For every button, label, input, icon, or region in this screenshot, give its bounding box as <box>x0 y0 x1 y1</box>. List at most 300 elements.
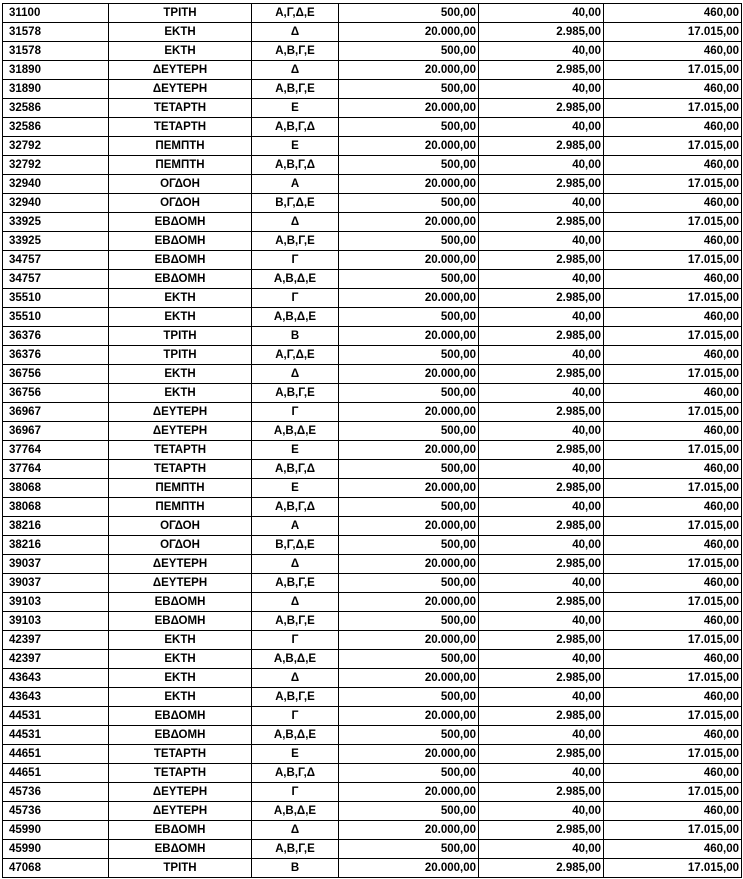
cell-deduction: 40,00 <box>479 270 604 289</box>
table-row <box>3 327 742 346</box>
table-row <box>3 441 742 460</box>
cell-categories: Γ <box>252 289 339 308</box>
cell-deduction: 40,00 <box>479 156 604 175</box>
cell-day: ΕΚΤΗ <box>109 688 252 707</box>
cell-code: 45990 <box>3 821 109 840</box>
cell-code: 39103 <box>3 612 109 631</box>
cell-categories: Α,Γ,Δ,Ε <box>252 4 339 23</box>
cell-net: 17.015,00 <box>604 137 742 156</box>
cell-deduction: 40,00 <box>479 346 604 365</box>
cell-amount: 500,00 <box>339 4 479 23</box>
cell-code: 32792 <box>3 156 109 175</box>
cell-net: 17.015,00 <box>604 821 742 840</box>
cell-code: 37764 <box>3 441 109 460</box>
cell-code: 44651 <box>3 745 109 764</box>
table-row <box>3 669 742 688</box>
table-row <box>3 821 742 840</box>
cell-deduction: 40,00 <box>479 764 604 783</box>
cell-categories: Α,Β,Γ,Δ <box>252 498 339 517</box>
cell-net: 17.015,00 <box>604 403 742 422</box>
cell-net: 17.015,00 <box>604 669 742 688</box>
cell-deduction: 40,00 <box>479 422 604 441</box>
cell-day: ΕΒΔΟΜΗ <box>109 251 252 270</box>
cell-categories: Δ <box>252 213 339 232</box>
table-row <box>3 99 742 118</box>
cell-net: 460,00 <box>604 764 742 783</box>
cell-amount: 500,00 <box>339 802 479 821</box>
cell-deduction: 2.985,00 <box>479 555 604 574</box>
cell-deduction: 2.985,00 <box>479 517 604 536</box>
cell-day: ΤΕΤΑΡΤΗ <box>109 441 252 460</box>
cell-net: 17.015,00 <box>604 441 742 460</box>
cell-deduction: 40,00 <box>479 42 604 61</box>
cell-net: 460,00 <box>604 650 742 669</box>
cell-net: 460,00 <box>604 80 742 99</box>
cell-code: 37764 <box>3 460 109 479</box>
cell-amount: 20.000,00 <box>339 403 479 422</box>
cell-day: ΕΒΔΟΜΗ <box>109 213 252 232</box>
cell-net: 17.015,00 <box>604 631 742 650</box>
cell-code: 34757 <box>3 270 109 289</box>
cell-net: 460,00 <box>604 612 742 631</box>
cell-deduction: 2.985,00 <box>479 251 604 270</box>
table-row <box>3 783 742 802</box>
cell-code: 39103 <box>3 593 109 612</box>
cell-amount: 500,00 <box>339 764 479 783</box>
cell-categories: Α,Β,Γ,Δ <box>252 764 339 783</box>
cell-day: ΠΕΜΠΤΗ <box>109 156 252 175</box>
table-row <box>3 536 742 555</box>
table-row <box>3 213 742 232</box>
cell-net: 460,00 <box>604 42 742 61</box>
cell-code: 36756 <box>3 365 109 384</box>
cell-day: ΕΒΔΟΜΗ <box>109 270 252 289</box>
table-row <box>3 4 742 23</box>
table-row <box>3 555 742 574</box>
cell-amount: 500,00 <box>339 194 479 213</box>
cell-day: ΔΕΥΤΕΡΗ <box>109 61 252 80</box>
table-row <box>3 118 742 137</box>
cell-code: 43643 <box>3 669 109 688</box>
cell-net: 17.015,00 <box>604 517 742 536</box>
cell-day: ΔΕΥΤΕΡΗ <box>109 783 252 802</box>
cell-day: ΤΕΤΑΡΤΗ <box>109 460 252 479</box>
cell-net: 460,00 <box>604 232 742 251</box>
cell-amount: 500,00 <box>339 42 479 61</box>
cell-amount: 20.000,00 <box>339 783 479 802</box>
cell-day: ΔΕΥΤΕΡΗ <box>109 80 252 99</box>
cell-categories: Δ <box>252 365 339 384</box>
cell-code: 38216 <box>3 517 109 536</box>
cell-code: 47068 <box>3 859 109 878</box>
cell-deduction: 2.985,00 <box>479 669 604 688</box>
cell-net: 460,00 <box>604 156 742 175</box>
cell-categories: Α,Γ,Δ,Ε <box>252 346 339 365</box>
cell-amount: 20.000,00 <box>339 517 479 536</box>
cell-net: 460,00 <box>604 726 742 745</box>
cell-day: ΕΚΤΗ <box>109 308 252 327</box>
cell-deduction: 40,00 <box>479 498 604 517</box>
table-row <box>3 61 742 80</box>
table-row <box>3 764 742 783</box>
cell-net: 17.015,00 <box>604 327 742 346</box>
cell-day: ΔΕΥΤΕΡΗ <box>109 422 252 441</box>
cell-deduction: 40,00 <box>479 4 604 23</box>
cell-amount: 500,00 <box>339 574 479 593</box>
cell-day: ΕΚΤΗ <box>109 631 252 650</box>
cell-day: ΤΕΤΑΡΤΗ <box>109 764 252 783</box>
cell-day: ΤΡΙΤΗ <box>109 327 252 346</box>
cell-day: ΤΡΙΤΗ <box>109 4 252 23</box>
cell-amount: 20.000,00 <box>339 707 479 726</box>
cell-code: 36967 <box>3 422 109 441</box>
cell-net: 460,00 <box>604 384 742 403</box>
cell-categories: Α,Β,Δ,Ε <box>252 802 339 821</box>
cell-net: 17.015,00 <box>604 175 742 194</box>
cell-amount: 500,00 <box>339 80 479 99</box>
cell-categories: Ε <box>252 745 339 764</box>
cell-amount: 20.000,00 <box>339 479 479 498</box>
results-table <box>2 3 742 878</box>
table-row <box>3 156 742 175</box>
table-row <box>3 42 742 61</box>
cell-day: ΕΚΤΗ <box>109 365 252 384</box>
table-row <box>3 745 742 764</box>
cell-code: 43643 <box>3 688 109 707</box>
cell-categories: Α,Β,Γ,Δ <box>252 156 339 175</box>
cell-code: 31890 <box>3 80 109 99</box>
cell-deduction: 40,00 <box>479 232 604 251</box>
cell-amount: 500,00 <box>339 308 479 327</box>
cell-categories: Β,Γ,Δ,Ε <box>252 194 339 213</box>
cell-day: ΟΓΔΟΗ <box>109 175 252 194</box>
table-row <box>3 726 742 745</box>
cell-code: 32940 <box>3 175 109 194</box>
cell-day: ΕΒΔΟΜΗ <box>109 840 252 859</box>
cell-net: 460,00 <box>604 802 742 821</box>
cell-code: 44531 <box>3 707 109 726</box>
table-row <box>3 612 742 631</box>
cell-amount: 20.000,00 <box>339 99 479 118</box>
cell-deduction: 2.985,00 <box>479 23 604 42</box>
cell-categories: Β <box>252 859 339 878</box>
table-row <box>3 365 742 384</box>
cell-net: 17.015,00 <box>604 479 742 498</box>
cell-net: 17.015,00 <box>604 365 742 384</box>
cell-code: 45990 <box>3 840 109 859</box>
table-row <box>3 707 742 726</box>
cell-code: 38216 <box>3 536 109 555</box>
cell-code: 36756 <box>3 384 109 403</box>
cell-deduction: 2.985,00 <box>479 175 604 194</box>
table-row <box>3 80 742 99</box>
cell-amount: 20.000,00 <box>339 745 479 764</box>
cell-net: 460,00 <box>604 422 742 441</box>
cell-deduction: 40,00 <box>479 840 604 859</box>
cell-amount: 500,00 <box>339 232 479 251</box>
cell-net: 17.015,00 <box>604 783 742 802</box>
cell-code: 35510 <box>3 289 109 308</box>
cell-net: 460,00 <box>604 688 742 707</box>
table-row <box>3 251 742 270</box>
cell-code: 36376 <box>3 327 109 346</box>
cell-deduction: 40,00 <box>479 194 604 213</box>
cell-code: 32940 <box>3 194 109 213</box>
cell-amount: 500,00 <box>339 346 479 365</box>
cell-day: ΕΚΤΗ <box>109 23 252 42</box>
cell-deduction: 2.985,00 <box>479 745 604 764</box>
cell-categories: Ε <box>252 441 339 460</box>
cell-amount: 20.000,00 <box>339 593 479 612</box>
cell-amount: 500,00 <box>339 460 479 479</box>
cell-amount: 500,00 <box>339 422 479 441</box>
cell-code: 32586 <box>3 99 109 118</box>
cell-net: 460,00 <box>604 346 742 365</box>
cell-day: ΟΓΔΟΗ <box>109 194 252 213</box>
cell-deduction: 2.985,00 <box>479 593 604 612</box>
table-row <box>3 175 742 194</box>
cell-deduction: 40,00 <box>479 118 604 137</box>
cell-deduction: 2.985,00 <box>479 859 604 878</box>
cell-code: 45736 <box>3 783 109 802</box>
cell-amount: 20.000,00 <box>339 555 479 574</box>
table-row <box>3 232 742 251</box>
cell-deduction: 40,00 <box>479 726 604 745</box>
table-row <box>3 422 742 441</box>
cell-code: 32792 <box>3 137 109 156</box>
cell-amount: 500,00 <box>339 118 479 137</box>
cell-net: 460,00 <box>604 574 742 593</box>
cell-amount: 500,00 <box>339 650 479 669</box>
cell-deduction: 2.985,00 <box>479 213 604 232</box>
cell-amount: 20.000,00 <box>339 669 479 688</box>
cell-categories: Γ <box>252 251 339 270</box>
cell-net: 17.015,00 <box>604 23 742 42</box>
cell-day: ΤΕΤΑΡΤΗ <box>109 99 252 118</box>
cell-amount: 20.000,00 <box>339 631 479 650</box>
cell-net: 17.015,00 <box>604 859 742 878</box>
cell-categories: Β,Γ,Δ,Ε <box>252 536 339 555</box>
cell-day: ΕΚΤΗ <box>109 650 252 669</box>
cell-categories: Δ <box>252 669 339 688</box>
cell-net: 17.015,00 <box>604 61 742 80</box>
table-row <box>3 650 742 669</box>
cell-deduction: 40,00 <box>479 80 604 99</box>
cell-amount: 20.000,00 <box>339 61 479 80</box>
table-row <box>3 403 742 422</box>
table-row <box>3 517 742 536</box>
cell-categories: Α,Β,Δ,Ε <box>252 308 339 327</box>
cell-categories: Α,Β,Γ,Ε <box>252 840 339 859</box>
table-row <box>3 346 742 365</box>
cell-code: 33925 <box>3 232 109 251</box>
cell-categories: Ε <box>252 479 339 498</box>
cell-amount: 500,00 <box>339 840 479 859</box>
cell-amount: 500,00 <box>339 384 479 403</box>
cell-amount: 20.000,00 <box>339 365 479 384</box>
cell-categories: Α,Β,Δ,Ε <box>252 650 339 669</box>
cell-day: ΔΕΥΤΕΡΗ <box>109 555 252 574</box>
cell-code: 32586 <box>3 118 109 137</box>
cell-categories: Β <box>252 327 339 346</box>
table-row <box>3 270 742 289</box>
cell-code: 39037 <box>3 574 109 593</box>
cell-deduction: 2.985,00 <box>479 479 604 498</box>
cell-categories: Ε <box>252 99 339 118</box>
cell-categories: Δ <box>252 23 339 42</box>
cell-day: ΕΒΔΟΜΗ <box>109 707 252 726</box>
cell-categories: Α,Β,Γ,Δ <box>252 118 339 137</box>
cell-code: 31578 <box>3 23 109 42</box>
cell-code: 44531 <box>3 726 109 745</box>
cell-deduction: 2.985,00 <box>479 61 604 80</box>
cell-categories: Α,Β,Γ,Ε <box>252 612 339 631</box>
cell-code: 38068 <box>3 479 109 498</box>
cell-categories: Α,Β,Γ,Ε <box>252 80 339 99</box>
cell-categories: Α,Β,Γ,Ε <box>252 688 339 707</box>
cell-amount: 500,00 <box>339 156 479 175</box>
cell-deduction: 2.985,00 <box>479 403 604 422</box>
table-row <box>3 631 742 650</box>
cell-categories: Α,Β,Γ,Ε <box>252 574 339 593</box>
cell-categories: Α,Β,Δ,Ε <box>252 270 339 289</box>
cell-categories: Α,Β,Γ,Ε <box>252 42 339 61</box>
cell-net: 17.015,00 <box>604 707 742 726</box>
cell-day: ΟΓΔΟΗ <box>109 517 252 536</box>
table-row <box>3 593 742 612</box>
cell-categories: Δ <box>252 593 339 612</box>
cell-categories: Δ <box>252 821 339 840</box>
table-row <box>3 574 742 593</box>
cell-amount: 20.000,00 <box>339 23 479 42</box>
cell-day: ΤΡΙΤΗ <box>109 859 252 878</box>
cell-code: 38068 <box>3 498 109 517</box>
cell-day: ΤΕΤΑΡΤΗ <box>109 745 252 764</box>
cell-categories: Α,Β,Γ,Ε <box>252 232 339 251</box>
cell-code: 31890 <box>3 61 109 80</box>
cell-day: ΕΚΤΗ <box>109 289 252 308</box>
cell-day: ΟΓΔΟΗ <box>109 536 252 555</box>
cell-categories: Δ <box>252 555 339 574</box>
table-row <box>3 498 742 517</box>
cell-deduction: 40,00 <box>479 650 604 669</box>
cell-net: 17.015,00 <box>604 289 742 308</box>
cell-day: ΕΒΔΟΜΗ <box>109 593 252 612</box>
cell-net: 460,00 <box>604 270 742 289</box>
cell-amount: 500,00 <box>339 270 479 289</box>
table-row <box>3 688 742 707</box>
table-row <box>3 289 742 308</box>
cell-amount: 500,00 <box>339 726 479 745</box>
cell-net: 460,00 <box>604 498 742 517</box>
cell-code: 39037 <box>3 555 109 574</box>
table-row <box>3 194 742 213</box>
cell-net: 17.015,00 <box>604 745 742 764</box>
cell-categories: Α,Β,Δ,Ε <box>252 726 339 745</box>
table-row <box>3 802 742 821</box>
cell-categories: Α <box>252 175 339 194</box>
cell-net: 460,00 <box>604 460 742 479</box>
cell-deduction: 40,00 <box>479 308 604 327</box>
cell-categories: Α,Β,Γ,Ε <box>252 384 339 403</box>
cell-deduction: 40,00 <box>479 574 604 593</box>
cell-deduction: 40,00 <box>479 612 604 631</box>
cell-categories: Γ <box>252 631 339 650</box>
cell-deduction: 40,00 <box>479 802 604 821</box>
cell-day: ΤΕΤΑΡΤΗ <box>109 118 252 137</box>
cell-code: 35510 <box>3 308 109 327</box>
cell-net: 460,00 <box>604 308 742 327</box>
cell-categories: Ε <box>252 137 339 156</box>
cell-net: 17.015,00 <box>604 99 742 118</box>
cell-deduction: 2.985,00 <box>479 99 604 118</box>
cell-code: 31578 <box>3 42 109 61</box>
cell-net: 17.015,00 <box>604 555 742 574</box>
cell-net: 17.015,00 <box>604 251 742 270</box>
cell-day: ΕΚΤΗ <box>109 42 252 61</box>
cell-code: 34757 <box>3 251 109 270</box>
cell-code: 44651 <box>3 764 109 783</box>
cell-categories: Α,Β,Γ,Δ <box>252 460 339 479</box>
cell-categories: Γ <box>252 707 339 726</box>
cell-categories: Γ <box>252 403 339 422</box>
cell-amount: 20.000,00 <box>339 175 479 194</box>
cell-day: ΕΚΤΗ <box>109 384 252 403</box>
cell-deduction: 2.985,00 <box>479 707 604 726</box>
cell-net: 460,00 <box>604 194 742 213</box>
cell-amount: 20.000,00 <box>339 213 479 232</box>
cell-amount: 500,00 <box>339 536 479 555</box>
cell-deduction: 2.985,00 <box>479 631 604 650</box>
cell-day: ΔΕΥΤΕΡΗ <box>109 802 252 821</box>
cell-net: 460,00 <box>604 4 742 23</box>
cell-amount: 20.000,00 <box>339 289 479 308</box>
cell-deduction: 2.985,00 <box>479 365 604 384</box>
cell-day: ΠΕΜΠΤΗ <box>109 479 252 498</box>
cell-amount: 20.000,00 <box>339 821 479 840</box>
cell-deduction: 40,00 <box>479 460 604 479</box>
table-row <box>3 859 742 878</box>
cell-day: ΕΒΔΟΜΗ <box>109 612 252 631</box>
table-row <box>3 23 742 42</box>
cell-amount: 500,00 <box>339 688 479 707</box>
cell-amount: 20.000,00 <box>339 327 479 346</box>
table-row <box>3 460 742 479</box>
cell-amount: 20.000,00 <box>339 859 479 878</box>
cell-day: ΠΕΜΠΤΗ <box>109 498 252 517</box>
cell-net: 460,00 <box>604 840 742 859</box>
cell-net: 460,00 <box>604 118 742 137</box>
cell-code: 31100 <box>3 4 109 23</box>
cell-day: ΕΒΔΟΜΗ <box>109 232 252 251</box>
cell-deduction: 2.985,00 <box>479 821 604 840</box>
cell-day: ΤΡΙΤΗ <box>109 346 252 365</box>
cell-categories: Δ <box>252 61 339 80</box>
cell-deduction: 2.985,00 <box>479 783 604 802</box>
cell-deduction: 40,00 <box>479 384 604 403</box>
cell-amount: 20.000,00 <box>339 251 479 270</box>
cell-day: ΕΒΔΟΜΗ <box>109 821 252 840</box>
cell-code: 42397 <box>3 650 109 669</box>
cell-day: ΔΕΥΤΕΡΗ <box>109 403 252 422</box>
cell-amount: 20.000,00 <box>339 441 479 460</box>
cell-day: ΠΕΜΠΤΗ <box>109 137 252 156</box>
table-row <box>3 479 742 498</box>
cell-code: 42397 <box>3 631 109 650</box>
cell-deduction: 2.985,00 <box>479 137 604 156</box>
cell-net: 17.015,00 <box>604 213 742 232</box>
table-row <box>3 384 742 403</box>
